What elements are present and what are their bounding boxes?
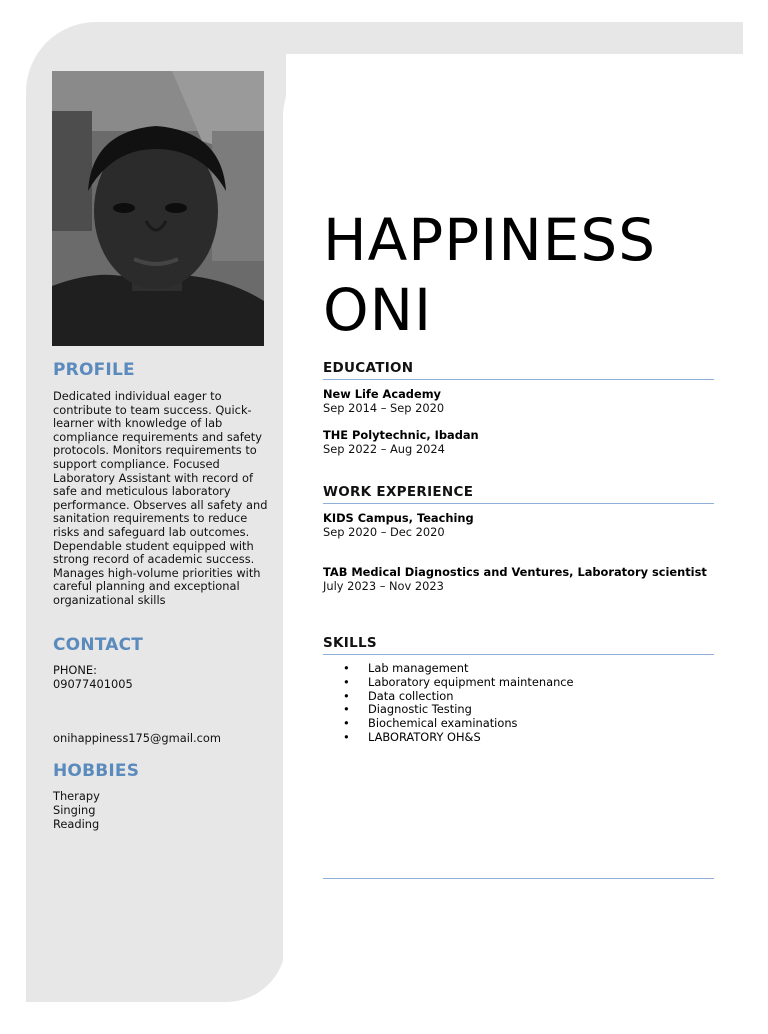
list-item <box>343 676 574 690</box>
main-panel <box>283 54 753 1034</box>
bullet-icon: • <box>343 716 350 731</box>
hobby-item: Singing <box>53 803 96 817</box>
profile-photo-image <box>52 71 264 346</box>
profile-photo <box>52 71 264 346</box>
bullet-icon: • <box>343 661 350 675</box>
skill-label: Biochemical examinations <box>368 716 518 731</box>
work-date: Sep 2020 – Dec 2020 <box>323 525 445 539</box>
skill-label: Diagnostic Testing <box>368 702 472 717</box>
work-date: July 2023 – Nov 2023 <box>323 579 444 593</box>
work-heading: WORK EXPERIENCE <box>323 484 714 504</box>
work-title: KIDS Campus, Teaching <box>323 511 474 525</box>
profile-heading: PROFILE <box>53 360 135 380</box>
list-item <box>343 703 574 717</box>
skill-label: Lab management <box>368 661 469 675</box>
education-heading: EDUCATION <box>323 360 714 380</box>
skill-label: Laboratory equipment maintenance <box>368 674 574 689</box>
skill-label: LABORATORY OH&S <box>368 729 481 744</box>
contact-heading: CONTACT <box>53 635 144 655</box>
bottom-divider <box>323 878 714 879</box>
list-item <box>343 690 574 704</box>
work-title: TAB Medical Diagnostics and Ventures, Laboratory scientist <box>323 565 707 579</box>
skill-label: Data collection <box>368 688 454 703</box>
bullet-icon: • <box>343 702 350 717</box>
phone-number: 09077401005 <box>53 677 133 691</box>
skills-list <box>343 662 574 745</box>
list-item <box>343 662 574 676</box>
list-item <box>343 731 574 745</box>
skills-heading: SKILLS <box>323 635 714 655</box>
name-first: HAPPINESS <box>323 206 657 274</box>
candidate-name <box>323 205 723 345</box>
list-item <box>343 717 574 731</box>
bullet-icon: • <box>343 674 350 689</box>
hobbies-heading: HOBBIES <box>53 761 140 781</box>
phone-label: PHONE: <box>53 663 97 677</box>
bullet-icon: • <box>343 688 350 703</box>
education-date: Sep 2014 – Sep 2020 <box>323 401 445 415</box>
education-title: THE Polytechnic, Ibadan <box>323 428 479 442</box>
name-last: ONI <box>323 276 433 344</box>
bullet-icon: • <box>343 729 350 744</box>
education-title: New Life Academy <box>323 387 441 401</box>
hobby-item: Therapy <box>53 789 100 803</box>
header-band <box>200 22 743 54</box>
email-address: onihappiness175@gmail.com <box>53 731 221 745</box>
profile-text: Dedicated individual eager to contribute to team success. Quick-learner with knowledge of lab compliance requirements and safety protocols. Monitors requirements to support compliance. Focused Laboratory Assistant with record of safe and meticulous laboratory performance. Observes all safety and sanitation requirements to reduce risks and safeguard lab outcomes. Dependable student equipped with strong record of academic success. Manages high-volume priorities with careful planning and exceptional organizational skills <box>53 389 268 607</box>
hobby-item: Reading <box>53 817 100 831</box>
education-date: Sep 2022 – Aug 2024 <box>323 442 445 456</box>
